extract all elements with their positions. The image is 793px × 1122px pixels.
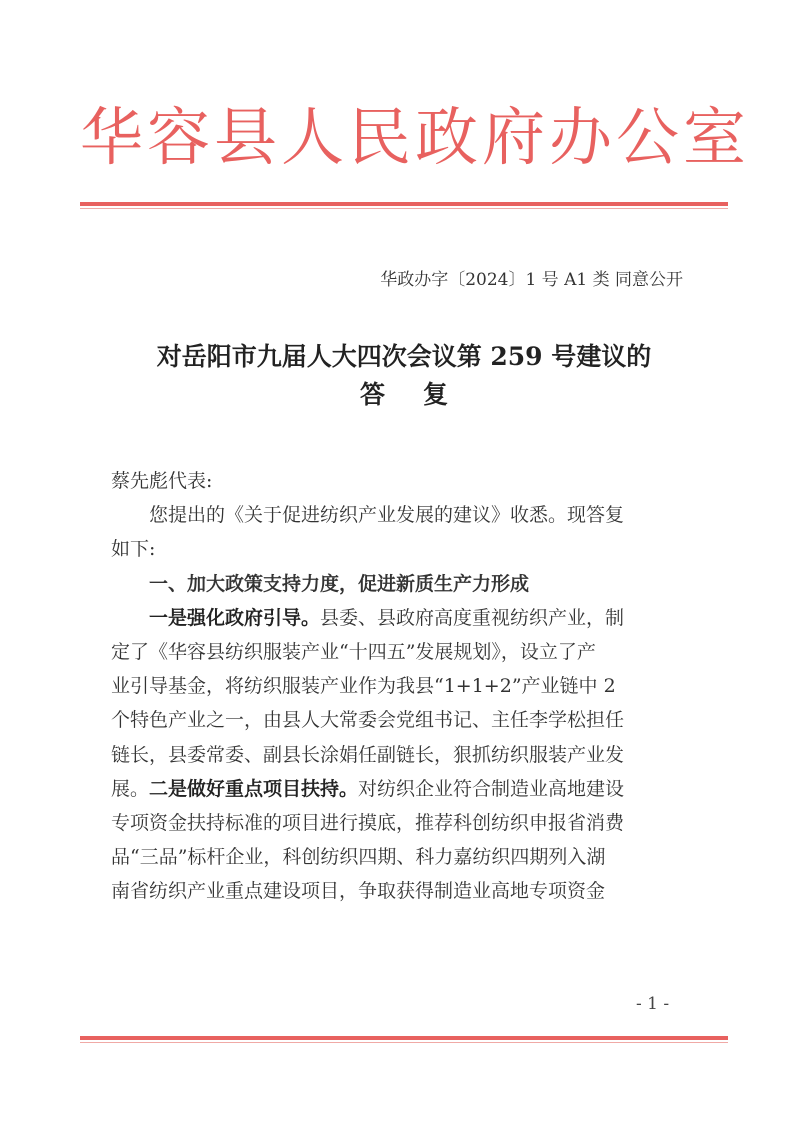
document-number: 华政办字〔2024〕1 号 A1 类 同意公开 [380, 270, 683, 290]
header-divider-thick [80, 202, 728, 206]
footer-divider [80, 1036, 728, 1043]
paragraph-text: 县委、县政府高度重视纺织产业，制 [320, 606, 625, 629]
paragraph-text: 展。 [111, 777, 150, 800]
paragraph-line: 链长，县委常委、副县长涂娟任副链长，狠抓纺织服装产业发 [111, 743, 625, 766]
paragraph-line [111, 772, 683, 806]
document-body [111, 464, 683, 908]
page-number: - 1 - [636, 994, 670, 1014]
paragraph-line: 专项资金扶持标准的项目进行摸底，推荐科创纺织申报省消费 [111, 811, 625, 834]
paragraph-line: 定了《华容县纺织服装产业“十四五”发展规划》，设立了产 [111, 640, 596, 663]
title-line-1: 对岳阳市九届人大四次会议第 259 号建议的 [156, 342, 652, 371]
salutation: 蔡先彪代表: [111, 470, 213, 492]
intro-line: 如下: [111, 538, 156, 561]
footer-divider-thick [80, 1036, 728, 1040]
point-lead: 二是做好重点项目扶持。 [149, 777, 359, 800]
paragraph-line: 业引导基金，将纺织服装产业作为我县“1+1+2”产业链中 2 [111, 675, 616, 698]
paragraph-text: 对纺织企业符合制造业高地建设 [358, 777, 625, 800]
footer-divider-thin [80, 1042, 728, 1043]
header-divider-thin [80, 208, 728, 209]
paragraph-line: 个特色产业之一，由县人大常委会党组书记、主任李学松担任 [111, 709, 625, 732]
intro-line: 您提出的《关于促进纺织产业发展的建议》收悉。现答复 [149, 504, 625, 527]
document-title [80, 338, 728, 414]
title-line-2: 答复 [359, 380, 486, 409]
paragraph-line: 南省纺织产业重点建设项目，争取获得制造业高地专项资金 [111, 880, 606, 903]
section-heading: 一、加大政策支持力度，促进新质生产力形成 [149, 572, 530, 595]
issuer-masthead: 华容县人民政府办公室 [80, 101, 750, 174]
paragraph-line: 品“三品”标杆企业，科创纺织四期、科力嘉纺织四期列入湖 [111, 846, 606, 869]
header-divider [80, 202, 728, 209]
paragraph-line [111, 601, 683, 635]
point-lead: 一是强化政府引导。 [149, 606, 321, 629]
